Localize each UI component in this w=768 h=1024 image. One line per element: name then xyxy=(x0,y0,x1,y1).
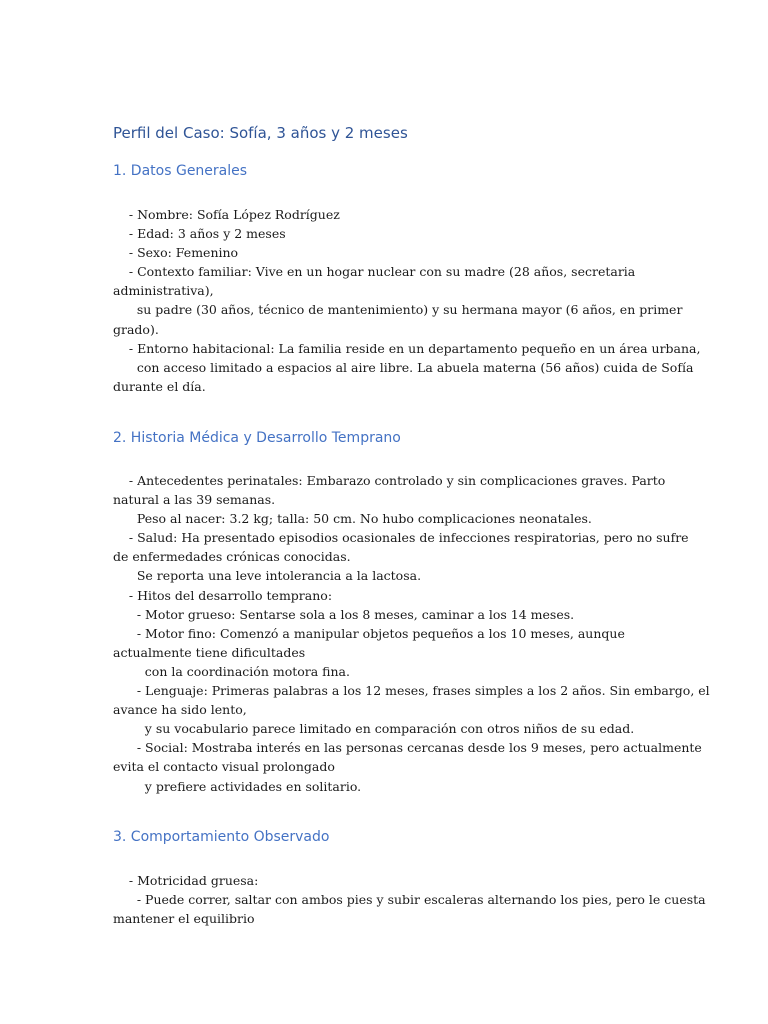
section-heading-datos-generales: 1. Datos Generales xyxy=(113,163,248,179)
document-title: Perfil del Caso: Sofía, 3 años y 2 meses xyxy=(113,124,408,142)
section-body-historia-medica: - Antecedentes perinatales: Embarazo controlado y sin complicaciones graves. Parto natural a las 39 semanas. Peso al nacer: 3.2 kg; talla: 50 cm. No hubo complicaciones neonatales. - Salud: Ha presentado episodios ocasionales de infecciones respiratorias, pero no sufre de enfermedades crónicas conocidas. Se reporta una leve intolerancia a la lactosa. - Hitos del desarrollo temprano: - Motor grueso: Sentarse sola a los 8 meses, caminar a los 14 meses. - Motor fino: Comenzó a manipular objetos pequeños a los 10 meses, aunque actualmente tiene dificultades con la coordinación motora fina. - Lenguaje: Primeras palabras a los 12 meses, frases simples a los 2 años. Sin embargo, el avance ha sido lento, y su vocabulario parece limitado en comparación con otros niños de su edad. - Social: Mostraba interés en las personas cercanas desde los 9 meses, pero actualmente evita el contacto visual prolongado y prefiere actividades en solitario. xyxy=(113,473,710,794)
section-body-datos-generales: - Nombre: Sofía López Rodríguez - Edad: 3 años y 2 meses - Sexo: Femenino - Contexto familiar: Vive en un hogar nuclear con su madre (28 años, secretaria administrativa), su padre (30 años, técnico de mantenimiento) y su hermana mayor (6 años, en primer grado). - Entorno habitacional: La familia reside en un departamento pequeño en un área urbana, con acceso limitado a espacios al aire libre. La abuela materna (56 años) cuida de Sofía durante el día. xyxy=(113,207,701,394)
section-heading-historia-medica: 2. Historia Médica y Desarrollo Temprano xyxy=(113,430,401,446)
section-heading-comportamiento-observado: 3. Comportamiento Observado xyxy=(113,829,330,845)
section-body-comportamiento-observado: - Motricidad gruesa: - Puede correr, saltar con ambos pies y subir escaleras alternando los pies, pero le cuesta mantener el equilibrio xyxy=(113,873,706,927)
